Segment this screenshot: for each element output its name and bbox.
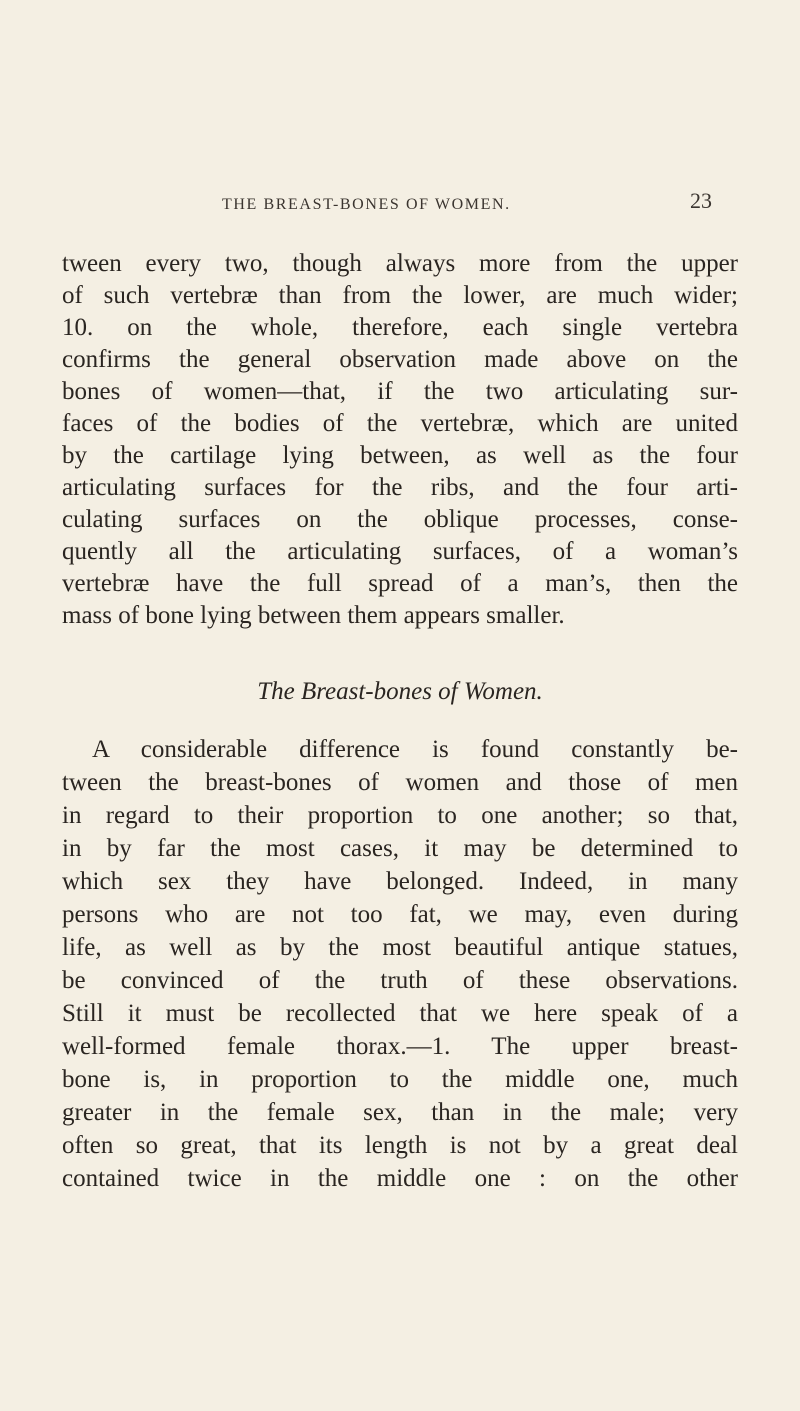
text-line: articulating surfaces for the ribs, and the four arti- [62, 474, 738, 501]
text-line: bones of women—that, if the two articulating sur- [62, 378, 738, 405]
text-line: 10. on the whole, therefore, each single vertebra [62, 314, 738, 341]
text-line: greater in the female sex, than in the male; very [62, 1099, 738, 1126]
text-line: A considerable difference is found constantly be- [92, 736, 738, 763]
page-number: 23 [690, 188, 712, 213]
text-line: faces of the bodies of the vertebræ, which are united [62, 410, 738, 437]
text-line: life, as well as by the most beautiful antique statues, [62, 934, 738, 961]
running-title: THE BREAST-BONES OF WOMEN. [222, 196, 511, 213]
text-line: in regard to their proportion to one another; so that, [62, 802, 738, 829]
text-line: be convinced of the truth of these observations. [62, 967, 738, 994]
text-line: often so great, that its length is not by a great deal [62, 1132, 738, 1159]
text-line: confirms the general observation made above on the [62, 346, 738, 373]
text-line: bone is, in proportion to the middle one, much [62, 1066, 738, 1093]
text-line: which sex they have belonged. Indeed, in many [62, 868, 738, 895]
text-line: vertebræ have the full spread of a man’s, then the [62, 570, 738, 597]
text-line: Still it must be recollected that we here speak of a [62, 1000, 738, 1027]
text-line: contained twice in the middle one : on the other [62, 1165, 738, 1192]
text-line: tween every two, though always more from the upper [62, 250, 738, 277]
section-heading: The Breast-bones of Women. [257, 678, 543, 705]
text-line: in by far the most cases, it may be determined to [62, 835, 738, 862]
text-line: quently all the articulating surfaces, of a woman’s [62, 538, 738, 565]
text-line: of such vertebræ than from the lower, are much wider; [62, 282, 738, 309]
text-line: tween the breast-bones of women and those of men [62, 769, 738, 796]
text-line: by the cartilage lying between, as well as the four [62, 442, 738, 469]
text-line: persons who are not too fat, we may, even during [62, 901, 738, 928]
text-line: well-formed female thorax.—1. The upper breast- [62, 1033, 738, 1060]
text-line: culating surfaces on the oblique processes, conse- [62, 506, 738, 533]
text-line: mass of bone lying between them appears smaller. [62, 602, 565, 629]
